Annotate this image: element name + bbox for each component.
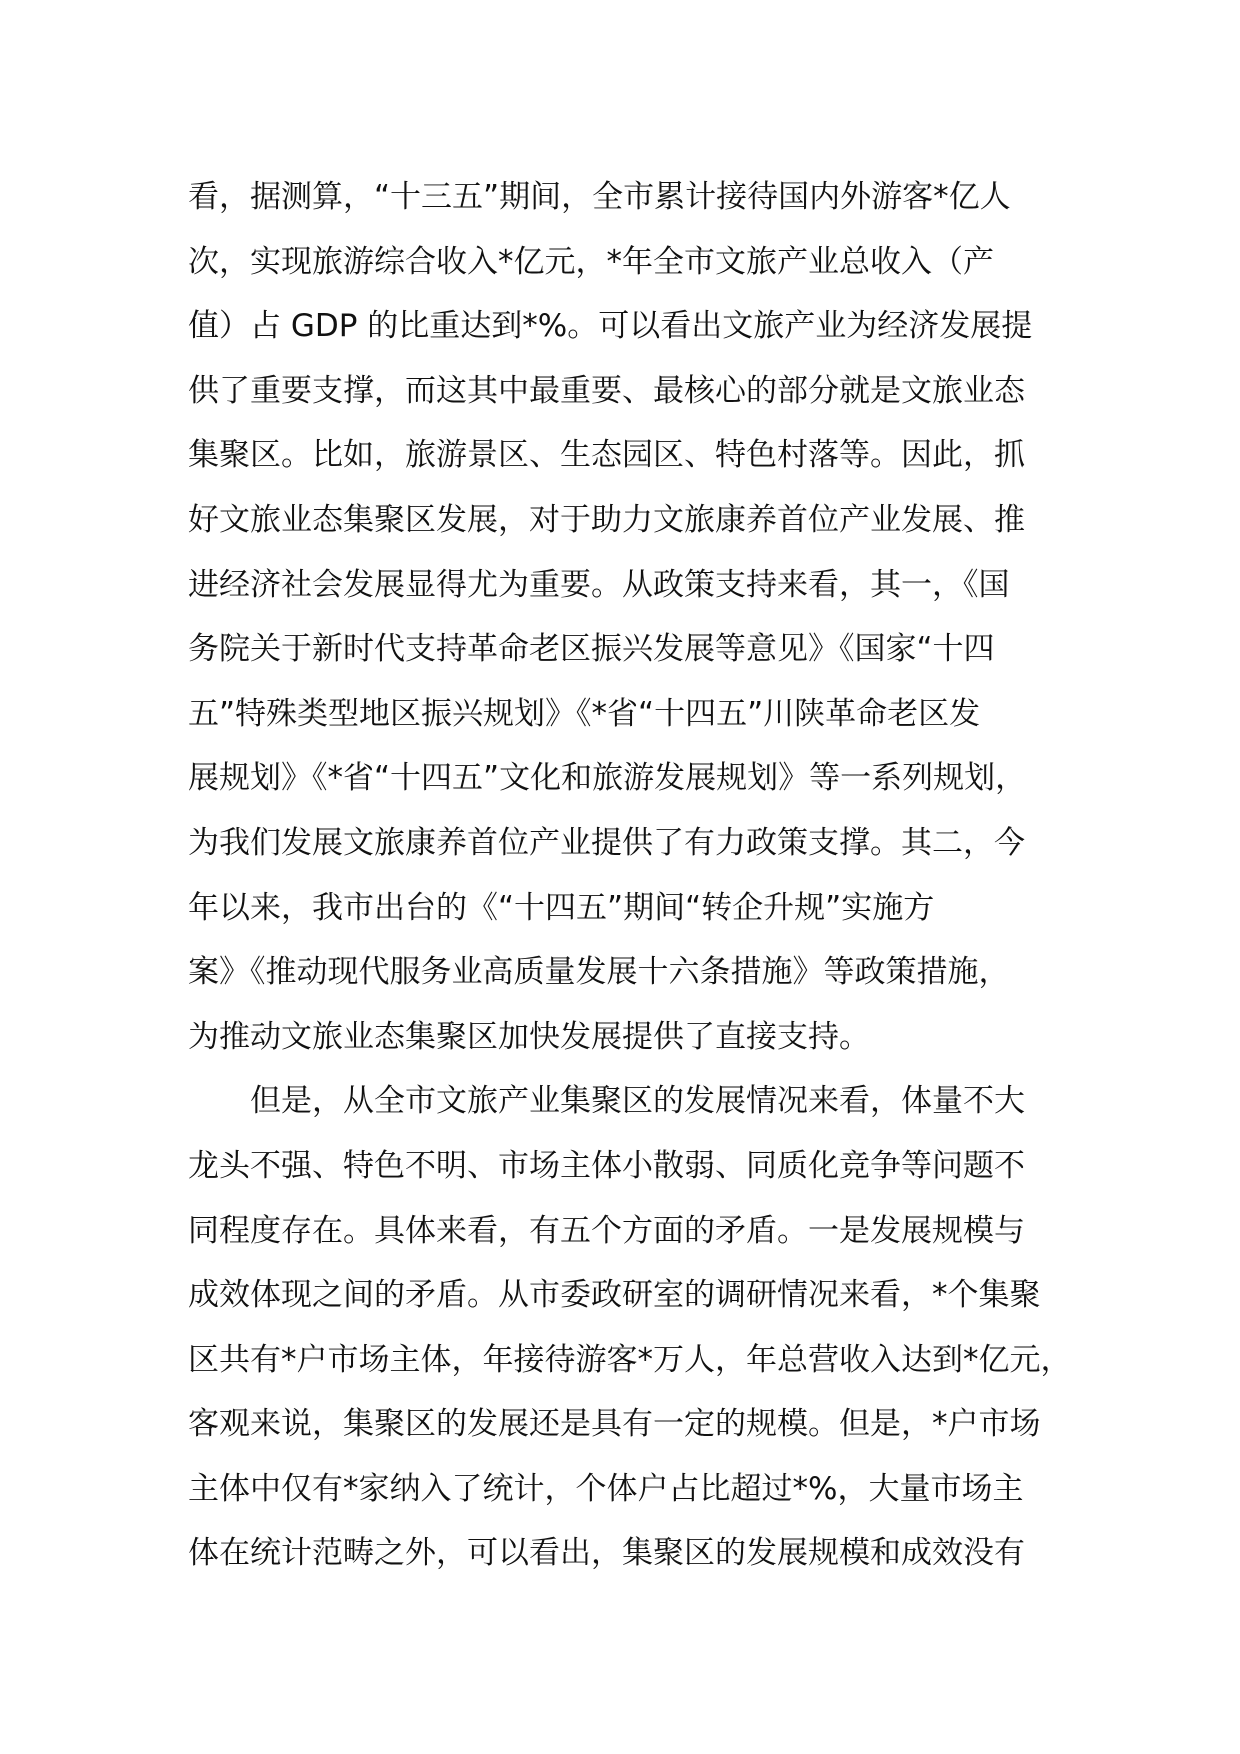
- text-line: 进经济社会发展显得尤为重要。从政策支持来看，其一，《国: [188, 566, 1010, 603]
- paragraph-start-line: 但是，从全市文旅产业集聚区的发展情况来看，体量不大: [250, 1083, 1025, 1120]
- text-line: 集聚区。比如，旅游景区、生态园区、特色村落等。因此，抓: [188, 437, 1025, 474]
- text-line: 体在统计范畴之外，可以看出，集聚区的发展规模和成效没有: [188, 1535, 1025, 1572]
- text-line: 值）占 GDP 的比重达到*%。可以看出文旅产业为经济发展提: [188, 308, 1033, 345]
- text-line: 为我们发展文旅康养首位产业提供了有力政策支撑。其二，今: [188, 824, 1025, 861]
- text-line: 龙头不强、特色不明、市场主体小散弱、同质化竞争等问题不: [188, 1147, 1025, 1184]
- text-line: 次，实现旅游综合收入*亿元，*年全市文旅产业总收入（产: [188, 243, 994, 280]
- text-line: 主体中仅有*家纳入了统计，个体户占比超过*%，大量市场主: [188, 1470, 1024, 1507]
- text-line: 供了重要支撑，而这其中最重要、最核心的部分就是文旅业态: [188, 372, 1025, 409]
- text-line: 看，据测算，“十三五”期间，全市累计接待国内外游客*亿人: [188, 179, 1011, 215]
- text-line: 务院关于新时代支持革命老区振兴发展等意见》《国家“十四: [188, 631, 995, 668]
- text-line: 好文旅业态集聚区发展，对于助力文旅康养首位产业发展、推: [188, 501, 1025, 538]
- text-line: 为推动文旅业态集聚区加快发展提供了直接支持。: [188, 1018, 870, 1055]
- text-line: 成效体现之间的矛盾。从市委政研室的调研情况来看，*个集聚: [188, 1277, 1041, 1314]
- text-line: 案》《推动现代服务业高质量发展十六条措施》等政策措施，: [188, 954, 1010, 991]
- document-body: [188, 165, 1072, 1586]
- text-line: 区共有*户市场主体，年接待游客*万人，年总营收入达到*亿元，: [188, 1341, 1072, 1378]
- text-line: 客观来说，集聚区的发展还是具有一定的规模。但是，*户市场: [188, 1406, 1041, 1443]
- text-line: 同程度存在。具体来看，有五个方面的矛盾。一是发展规模与: [188, 1212, 1025, 1249]
- text-line: 五”特殊类型地区振兴规划》《*省“十四五”川陕革命老区发: [188, 695, 981, 732]
- text-line: 展规划》《*省“十四五”文化和旅游发展规划》等一系列规划，: [188, 760, 1027, 797]
- text-line: 年以来，我市出台的《“十四五”期间“转企升规”实施方: [188, 889, 935, 926]
